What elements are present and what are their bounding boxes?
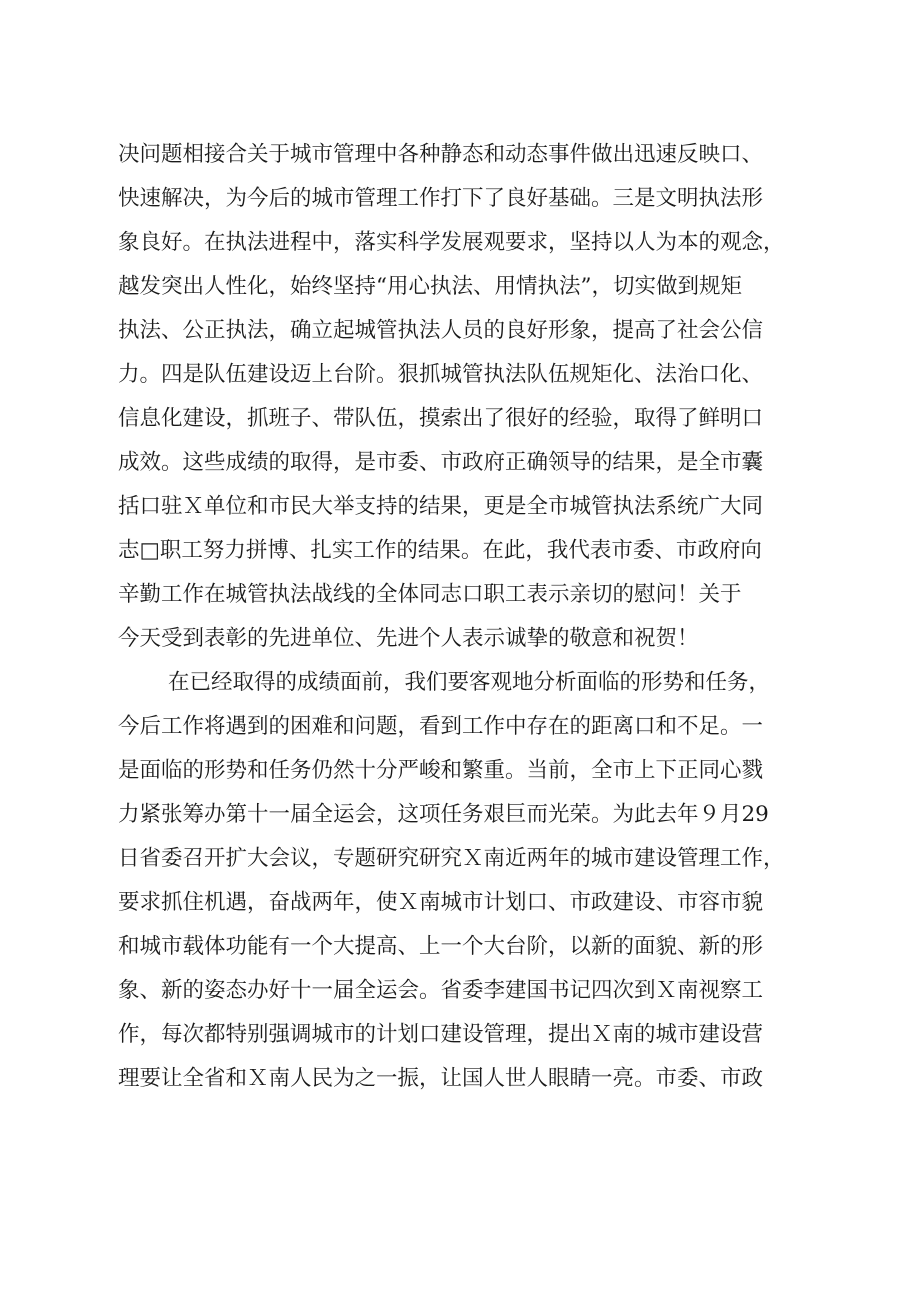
text-line: 和城市载体功能有一个大提高、上一个大台阶，以新的面貌、新的形 <box>118 934 764 959</box>
text-line: 今后工作将遇到的困难和问题，看到工作中存在的距离口和不足。一 <box>118 714 764 739</box>
text-line: 执法、公正执法，确立起城管执法人员的良好形象，提高了社会公信 <box>118 318 764 343</box>
text-line: 作，每次都特别强调城市的计划口建设管理，提出Ｘ南的城市建设营 <box>118 1022 764 1047</box>
paragraph-first-line: 在已经取得的成绩面前，我们要客观地分析面临的形势和任务， <box>168 670 771 695</box>
text-line: 越发突出人性化，始终坚持“用心执法、用情执法”，切实做到规矩 <box>118 274 742 299</box>
text-line: 要求抓住机遇，奋战两年，使Ｘ南城市计划口、市政建设、市容市貌 <box>118 890 764 915</box>
text-line: 决问题相接合关于城市管理中各种静态和动态事件做出迅速反映口、 <box>118 142 764 167</box>
text-line: 象、新的姿态办好十一届全运会。省委李建国书记四次到Ｘ南视察工 <box>118 978 764 1003</box>
text-line: 象良好。在执法进程中，落实科学发展观要求，坚持以人为本的观念， <box>118 230 785 255</box>
text-line: 理要让全省和Ｘ南人民为之一振，让国人世人眼睛一亮。市委、市政 <box>118 1066 764 1091</box>
text-line: 成效。这些成绩的取得，是市委、市政府正确领导的结果，是全市囊 <box>118 450 764 475</box>
text-line: 力紧张筹办第十一届全运会，这项任务艰巨而光荣。为此去年９月29 <box>118 802 769 827</box>
text-line: 括口驻Ｘ单位和市民大举支持的结果，更是全市城管执法系统广大同 <box>118 494 764 519</box>
text-line: 今天受到表彰的先进单位、先进个人表示诚挚的敬意和祝贺！ <box>118 626 699 651</box>
text-line: 快速解决，为今后的城市管理工作打下了良好基础。三是文明执法形 <box>118 186 764 211</box>
text-line: 力。四是队伍建设迈上台阶。狠抓城管执法队伍规矩化、法治口化、 <box>118 362 764 387</box>
text-line: 日省委召开扩大会议，专题研究研究Ｘ南近两年的城市建设管理工作， <box>118 846 785 871</box>
text-line: 辛勤工作在城管执法战线的全体同志口职工表示亲切的慰问！关于 <box>118 582 742 607</box>
text-line: 是面临的形势和任务仍然十分严峻和繁重。当前，全市上下正同心戮 <box>118 758 764 783</box>
text-line: 信息化建设，抓班子、带队伍，摸索出了很好的经验，取得了鲜明口 <box>118 406 764 431</box>
text-line: 志□职工努力拼博、扎实工作的结果。在此，我代表市委、市政府向 <box>118 538 762 563</box>
